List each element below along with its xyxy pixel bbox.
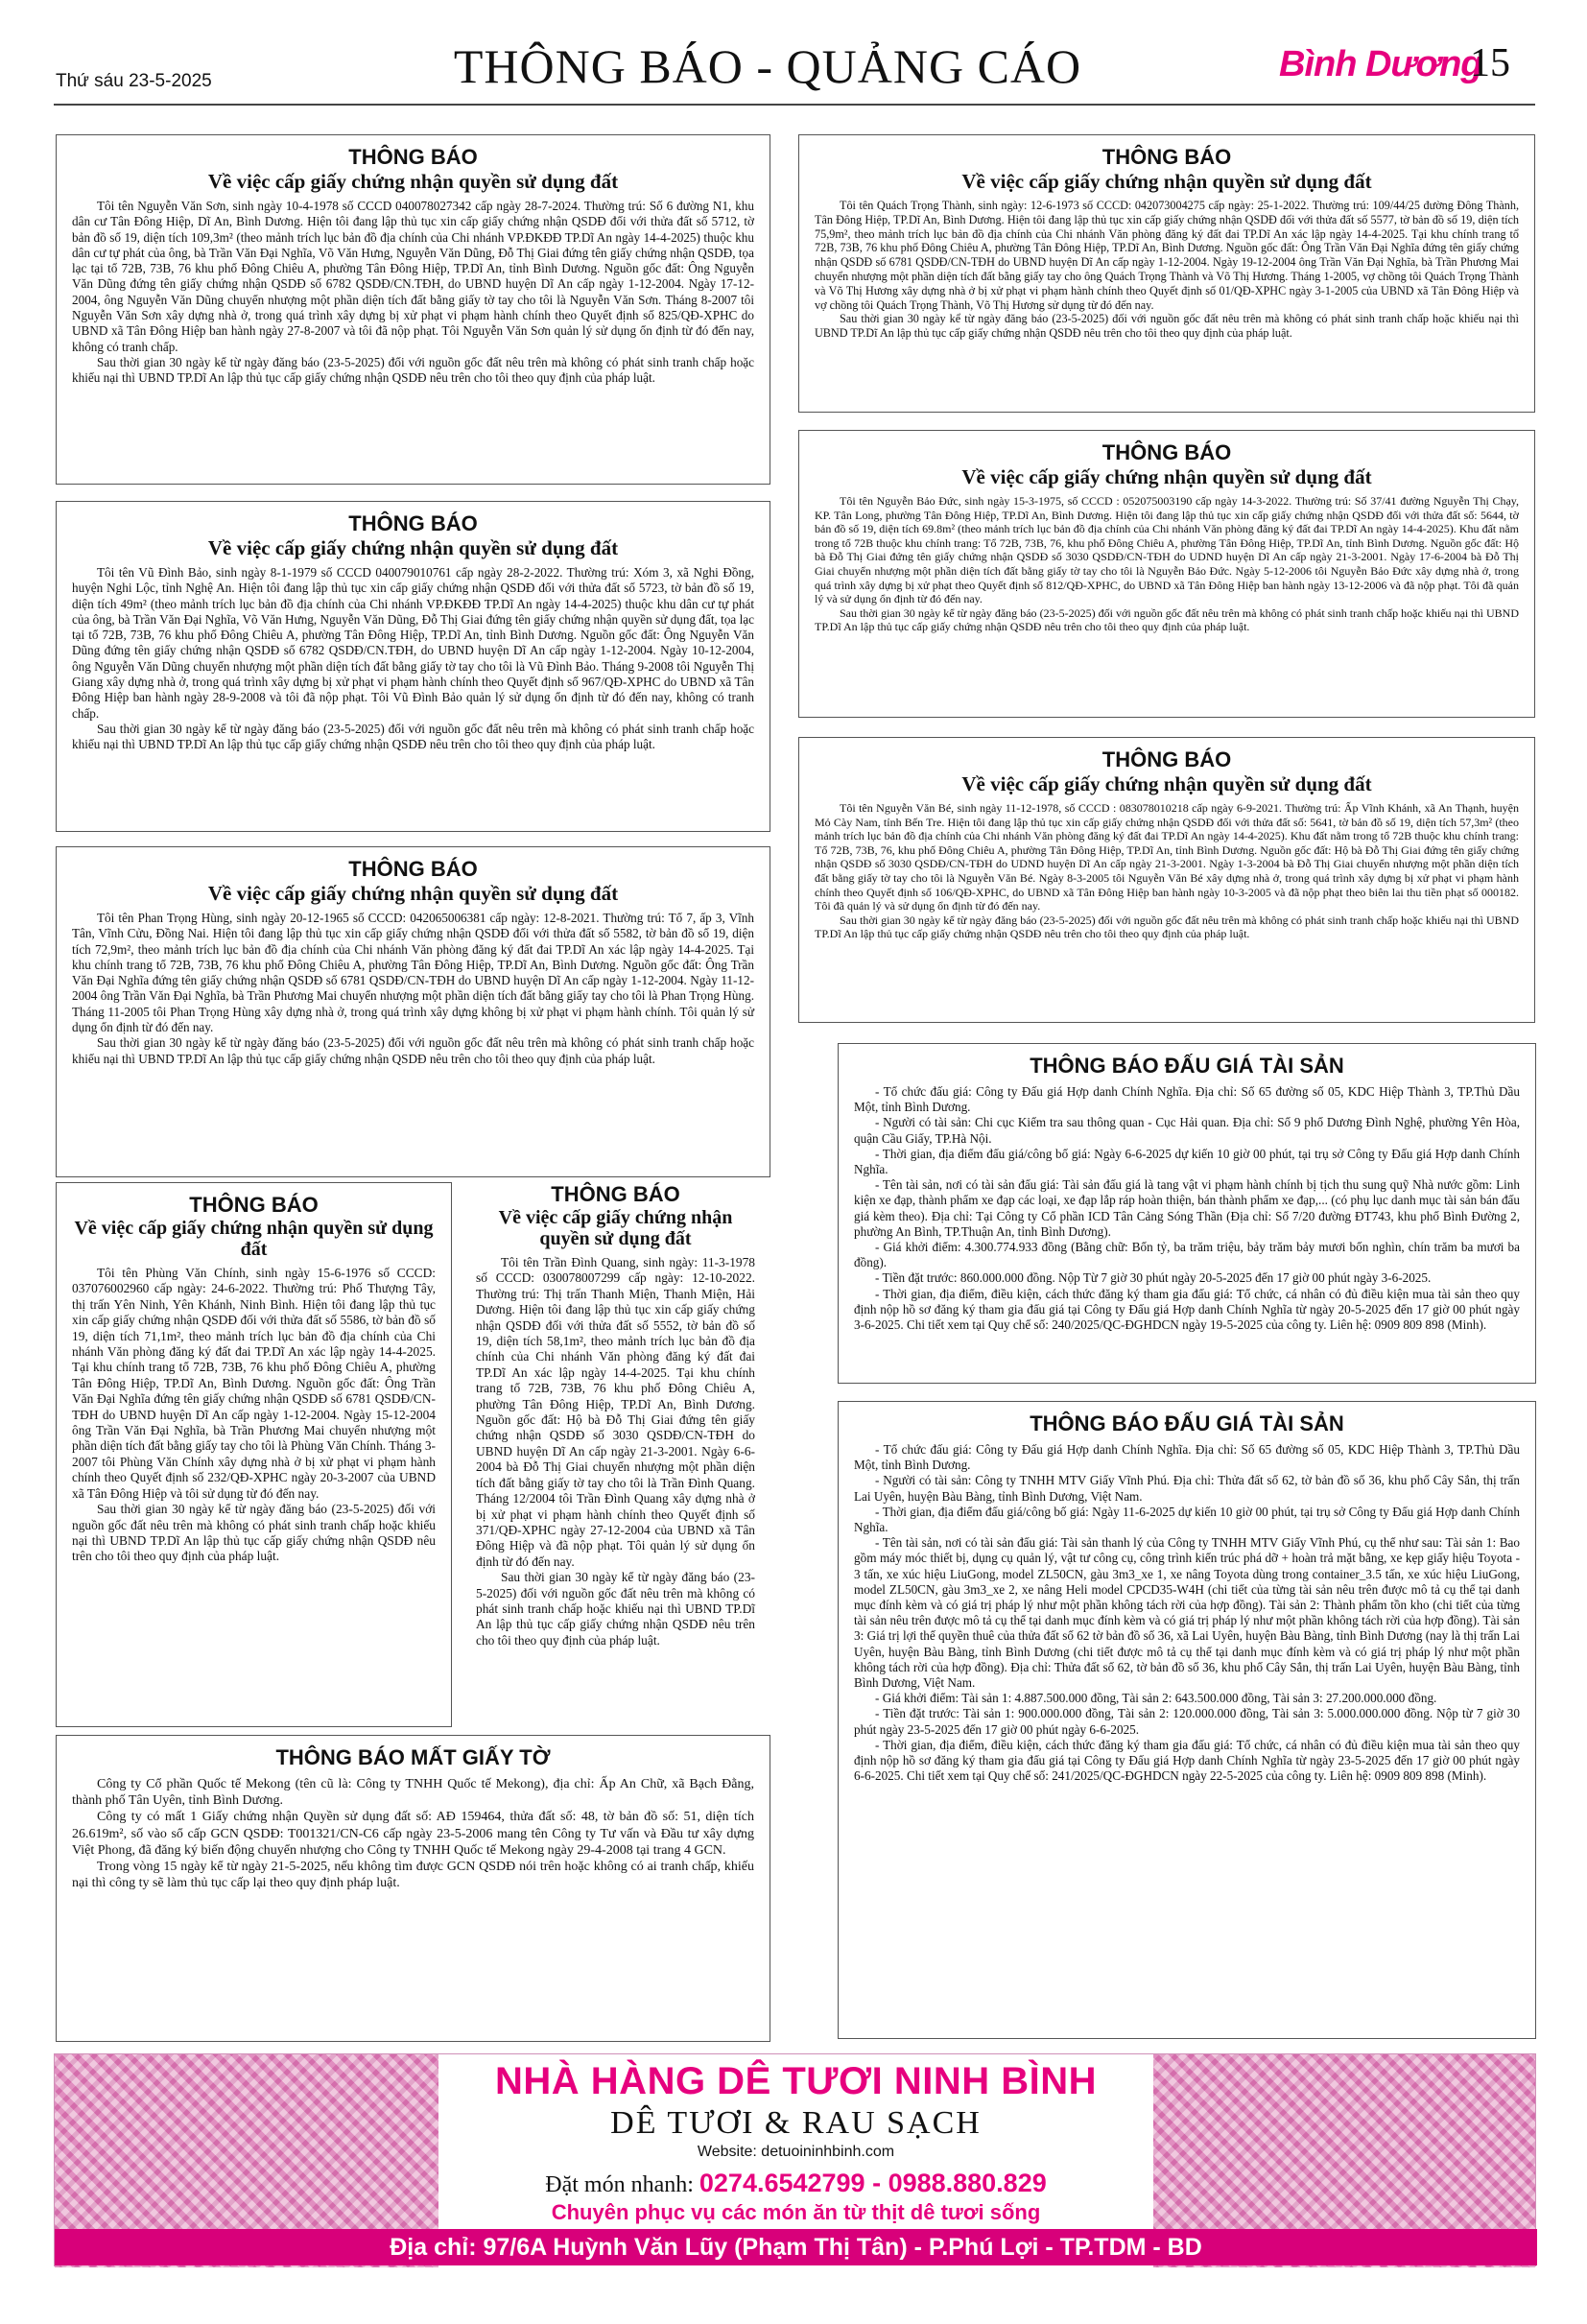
restaurant-tagline: DÊ TƯƠI & RAU SẠCH [610,2105,982,2141]
notice-paragraph: Tôi tên Phan Trọng Hùng, sinh ngày 20-12-1965 số CCCD: 042065006381 cấp ngày: 12-8-2021. Thường trú: Tổ 7, ấp 3, Vĩnh Tân, Vĩnh Cửu, Đồng Nai. Hiện tôi đang lập thủ tục xin cấp giấy chứng nhận QSDĐ đối với thửa đất số 5582, tờ bản đồ số 19, diện tích 72,9m², theo mảnh trích lục bản đồ địa chính của Chi nhánh Văn phòng đăng ký đất đai TP.Dĩ An xác lập ngày 14-4-2025. Tại khu chính trang tổ 72B, 73B, 76 khu phố Đông Chiêu A, phường Tân Đông Hiệp, TP.Dĩ An, Bình Dương. Nguồn gốc đất: Ông Trần Văn Đại Nghĩa đứng tên giấy chứng nhận QSDĐ số 6781 QSDĐ/CN-TĐH do UBND huyện Dĩ An cấp ngày 1-12-2004. Ngày 11-12-2004 ông Trần Văn Đại Nghĩa, bà Trần Phương Mai chuyển nhượng một phần diện tích đất bằng giấy tay cho tôi là Phan Trọng Hùng. Tháng 11-2005 tôi Phan Trọng Hùng xây dựng nhà ở, trong quá trình xây dựng không bị xử phạt vi phạm hành chính. Tôi quản lý sử dụng ổn định từ đó đến nay. [72,911,754,1035]
notice-phan-trong-hung [56,846,770,1177]
notice-paragraph: Sau thời gian 30 ngày kể từ ngày đăng báo (23-5-2025) đối với nguồn gốc đất nêu trên mà không có phát sinh tranh chấp hoặc khiếu nại thì UBND TP.Dĩ An lập thủ tục cấp giấy chứng nhận QSDĐ nêu trên cho tôi theo quy định của pháp luật. [815,605,1519,634]
lost-notice-paragraph: Trong vòng 15 ngày kể từ ngày 21-5-2025, nếu không tìm được GCN QSDĐ nói trên hoặc không có ai tranh chấp, khiếu nại thì công ty sẽ làm thủ tục cấp lại theo quy định pháp luật. [72,1860,754,1891]
notice-title: THÔNG BÁO [189,1193,319,1217]
notice-paragraph: Sau thời gian 30 ngày kể từ ngày đăng báo (23-5-2025) đối với nguồn gốc đất nêu trên mà không có phát sinh tranh chấp hoặc khiếu nại thì UBND TP.Dĩ An lập thủ tục cấp giấy chứng nhận QSDĐ nêu trên cho tôi theo quy định của pháp luật. [72,1502,436,1564]
notice-title: THÔNG BÁO [1101,747,1232,771]
notice-paragraph: Sau thời gian 30 ngày kể từ ngày đăng báo (23-5-2025) đối với nguồn gốc đất nêu trên mà không có phát sinh tranh chấp hoặc khiếu nại thì UBND TP.Dĩ An lập thủ tục cấp giấy chứng nhận QSDĐ nêu trên cho tôi theo quy định của pháp luật. [72,1035,754,1066]
lost-notice-title: THÔNG BÁO MẤT GIẤY TỜ [275,1745,551,1769]
lost-document-notice [56,1735,770,2042]
notice-paragraph: Tôi tên Vũ Đình Bảo, sinh ngày 8-1-1979 số CCCD 040079010761 cấp ngày 28-2-2022. Thường trú: Xóm 3, xã Nghi Đồng, huyện Nghi Lộc, tỉnh Nghệ An. Hiện tôi đang lập thủ tục xin cấp giấy chứng nhận QSDĐ đối với thửa đất số 5723, tờ bản đồ số 19, diện tích 49m² (theo mảnh trích lục bản đồ địa chính của Chi nhánh VP.ĐKĐĐ TP.Dĩ An ngày 14-4-2025) thuộc khu dân cư tự phát của ông, bà Trần Văn Đại Nghĩa, Võ Văn Hưng, Nguyễn Văn Dũng, Đỗ Thị Giai đứng tên giấy chứng nhận quyền sử dụng đất, tọa lạc tại tổ 72B, 73B, 76 khu phố Đông Chiêu A, phường Tân Đông Hiệp, TP.Dĩ An, tỉnh Bình Dương. Nguồn gốc đất: Ông Nguyễn Văn Dũng đứng tên giấy chứng nhận QSDĐ số 6782 QSDĐ/CN.TĐH, do UBND huyện Dĩ An cấp ngày 1-12-2004. Ngày 10-12-2004, ông Nguyễn Văn Dũng chuyển nhượng một phần diện tích đất bằng giấy tờ tay cho tôi là Vũ Đình Bảo. Tháng 9-2008 tôi Nguyễn Thị Giang xây dựng nhà ở, trong quá trình xây dựng bị xử phạt vi phạm hành chính theo Quyết định số 967/QĐ-XPHC do UBND xã Tân Đông Hiệp ban hành ngày 28-9-2008 và tôi đã nộp phạt. Tôi Vũ Đình Bảo quản lý sử dụng ổn định từ đó đến nay, không có tranh chấp. [72,565,754,721]
section-title: THÔNG BÁO - QUẢNG CÁO [453,39,1082,93]
notice-vu-dinh-bao [56,501,770,832]
auction-notice-1 [838,1043,1536,1384]
page-header [0,0,1587,107]
notice-paragraph: Tôi tên Phùng Văn Chính, sinh ngày 15-6-1976 số CCCD: 037076002960 cấp ngày: 24-6-2022. Thường trú: Phố Thượng Tây, thị trấn Yên Ninh, Yên Khánh, Ninh Bình. Hiện tôi đang lập thủ tục xin cấp giấy chứng nhận QSDĐ đối với thửa đất số 5586, tờ bản đồ số 19, diện tích 71,1m², theo mảnh trích lục bản đồ địa chính của Chi nhánh Văn phòng đăng ký đất đai TP.Dĩ An xác lập ngày 14-4-2025. Tại khu chính trang tổ 72B, 73B, 76 khu phố Đông Chiêu A, phường Tân Đông Hiệp, TP.Dĩ An, Bình Dương. Nguồn gốc đất: Ông Trần Văn Đại Nghĩa đứng tên giấy chứng nhận QSDĐ số 6781 QSDĐ/CN-TĐH do UBND huyện Dĩ An cấp ngày 1-12-2004. Ngày 15-12-2004 ông Trần Văn Đại Nghĩa, bà Trần Phương Mai chuyển nhượng một phần diện tích đất bằng giấy tay cho tôi là Phùng Văn Chính. Tháng 3-2007 tôi Phùng Văn Chính xây dựng nhà ở bị xử phạt vi phạm hành chính theo Quyết định số 232/QĐ-XPHC ngày 20-3-2007 của UBND xã Tân Đông Hiệp và tôi sử dụng từ đó đến nay. [72,1266,436,1501]
notice-title: THÔNG BÁO [348,511,478,535]
notice-title: THÔNG BÁO [1101,145,1232,169]
notice-paragraph: Tôi tên Trần Đình Quang, sinh ngày: 11-3-1978 số CCCD: 030078007299 cấp ngày: 12-10-2022. Thường trú: Thị trấn Thanh Miện, Thanh Miện, Hải Dương. Hiện tôi đang lập thủ tục xin cấp giấy chứng nhận QSDĐ đối với thửa đất số 5552, tờ bản đồ số 19, diện tích 58,1m², theo mảnh trích lục bản đồ địa chính của Chi nhánh Văn phòng đăng ký đất đai TP.Dĩ An xác lập ngày 14-4-2025. Tại khu chính trang tổ 72B, 73B, 76 khu phố Đông Chiêu A, phường Tân Đông Hiệp, TP.Dĩ An, Bình Dương. Nguồn gốc đất: Hộ bà Đỗ Thị Giai đứng tên giấy chứng nhận QSDĐ số 3030 QSDĐ/CN-TĐH do UBND huyện Dĩ An cấp ngày 21-3-2001. Ngày 6-6-2004 bà Đỗ Thị Giai chuyển nhượng một phần diện tích đất bằng giấy tờ tay cho tôi là Trần Đình Quang. Tháng 12/2004 tôi Trần Đình Quang xây dựng nhà ở bị xử phạt vi phạm hành chính theo Quyết định số 371/QĐ-XPHC ngày 27-12-2004 của UBND xã Tân Đông Hiệp và đã nộp phạt. Tôi quản lý sử dụng ổn định từ đó đến nay. [476,1255,755,1569]
notice-paragraph: Sau thời gian 30 ngày kể từ ngày đăng báo (23-5-2025) đối với nguồn gốc đất nêu trên mà không có phát sinh tranh chấp hoặc khiếu nại thì UBND TP.Dĩ An lập thủ tục cấp giấy chứng nhận QSDĐ nêu trên cho tôi theo quy định của pháp luật. [72,721,754,752]
notice-subtitle: Về việc cấp giấy chứng nhận quyền sử dụng đất [961,170,1372,193]
auction-paragraph: - Tiền đặt trước: Tài sản 1: 900.000.000 đồng, Tài sản 2: 120.000.000 đồng, Tài sản 3: 5.000.000.000 đồng. Nộp từ 7 giờ 30 phút ngày 23-5-2025 đến 17 giờ 00 phút ngày 6-6-2025. [854,1706,1520,1737]
auction-paragraph: - Thời gian, địa điểm, điều kiện, cách thức đăng ký tham gia đấu giá: Tổ chức, cá nhân có đủ điều kiện mua tài sản theo quy định nộp hồ sơ đăng ký tham gia đấu giá tại Công ty Đấu giá Hợp danh Chính Nghĩa từ ngày 23-5-2025 đến 17 giờ 00 phút ngày 6-6-2025. Chi tiết xem tại Quy chế số: 241/2025/QC-ĐGHDCN ngày 22-5-2025 của công ty. Liên hệ: 0909 809 898 (Minh). [854,1737,1520,1784]
header-divider [54,104,1535,106]
notice-paragraph: Sau thời gian 30 ngày kể từ ngày đăng báo (23-5-2025) đối với nguồn gốc đất nêu trên mà không có phát sinh tranh chấp hoặc khiếu nại thì UBND TP.Dĩ An lập thủ tục cấp giấy chứng nhận QSDĐ nêu trên cho tôi theo quy định của pháp luật. [72,354,754,386]
notice-tran-dinh-quang [461,1173,770,1648]
restaurant-address: Địa chỉ: 97/6A Huỳnh Văn Lũy (Phạm Thị Tân) - P.Phú Lợi - TP.TDM - BD [55,2229,1537,2265]
notice-paragraph: Sau thời gian 30 ngày kể từ ngày đăng báo (23-5-2025) đối với nguồn gốc đất nêu trên mà không có phát sinh tranh chấp hoặc khiếu nại thì UBND TP.Dĩ An lập thủ tục cấp giấy chứng nhận QSDĐ nêu trên cho tôi theo quy định của pháp luật. [815,312,1519,341]
notice-subtitle: Về việc cấp giấy chứng nhận quyền sử dụng đất [207,882,619,905]
auction-paragraph: - Giá khởi điểm: 4.300.774.933 đồng (Bằng chữ: Bốn tỷ, ba trăm triệu, bảy trăm bảy mươi bốn nghìn, chín trăm ba mươi ba đồng). [854,1240,1520,1270]
notice-nguyen-van-son [56,134,770,485]
notice-subtitle: Về việc cấp giấy chứng nhận quyền sử dụng đất [74,1218,434,1260]
notice-title: THÔNG BÁO [348,145,478,169]
auction-paragraph: - Tiền đặt trước: 860.000.000 đồng. Nộp Từ 7 giờ 30 phút ngày 20-5-2025 đến 17 giờ 00 phút ngày 3-6-2025. [875,1270,1432,1286]
notice-subtitle: Về việc cấp giấy chứng nhận quyền sử dụng đất [961,772,1372,795]
restaurant-website[interactable]: Website: detuoininhbinh.com [697,2144,895,2160]
auction-paragraph: - Tên tài sản, nơi có tài sản đấu giá: Tài sản đấu giá là tang vật vi phạm hành chính bị tịch thu sung quỹ Nhà nước gồm: Linh kiện xe đạp, thành phẩm xe đạp các loại, xe đạp lắp ráp hoàn thiện, bán thành phẩm xe đạp,... (có phụ lục danh mục tài sản bán đấu giá kèm theo). Địa chỉ: Tại Công ty Cổ phần ICD Tân Cảng Sóng Thần (Địa chỉ: Số 7/20 đường ĐT743, khu phố Bình Đường 2, phường An Bình, TP.Thuận An, tỉnh Bình Dương). [854,1177,1520,1239]
notice-nguyen-van-be [798,737,1535,1023]
auction-notice-2 [838,1401,1536,2039]
notice-paragraph: Tôi tên Nguyễn Bảo Đức, sinh ngày 15-3-1975, số CCCD : 052075003190 cấp ngày 14-3-2022. Thường trú: Số 37/41 đường Nguyễn Thị Chạy, KP. Tân Long, phường Tân Đông Hiệp, TP.Dĩ An, Bình Dương. Hiện tôi đang lập thủ tục xin cấp giấy chứng nhận QSDĐ đối với thửa đất số: 5644, tờ bản đồ số 19, diện tích 69.8m² (theo mảnh trích lục bản đồ địa chính của Chi nhánh Văn phòng đăng ký đất đai TP.Dĩ An ngày 14-4-2025). Khu đất nằm trong tổ 72B thuộc khu chính trang: Tổ 72B, 73B, 76, khu phố Đông Chiêu A, phường Tân Đông Hiệp, TP.Dĩ An, tỉnh Bình Dương. Nguồn gốc đất: Hộ bà Đỗ Thị Giai đứng tên giấy chứng nhận QSDĐ số 3030 QSDĐ/CN-TĐH do UDND huyện Dĩ An cấp ngày 21-3-2001. Ngày 17-6-2004 bà Đỗ Thị Giai chuyển nhượng một phần diện tích đất bằng giấy tờ tay cho tôi là Nguyễn Bảo Đức. Ngày 5-12-2006 tôi Nguyễn Bảo Đức xây dựng nhà ở, trong quá trình xây dựng bị xử phạt theo Quyết định số 812/QĐ-XPHC, do UBND xã Tân Đông Hiệp ban hành ngày 13-12-2006 và đã nộp phạt. Tôi đã quản lý và sử dụng ổn định từ đó đến nay. [815,494,1519,606]
issue-date: Thứ sáu 23-5-2025 [56,71,212,91]
notice-phung-van-chinh [56,1182,452,1727]
restaurant-advertisement[interactable] [54,2053,1536,2266]
notice-subtitle: Về việc cấp giấy chứng nhận quyền sử dụng đất [498,1207,733,1249]
lost-notice-paragraph: Công ty Cổ phần Quốc tế Mekong (tên cũ là: Công ty TNHH Quốc tế Mekong), địa chỉ: Ấp An Chữ, xã Bạch Đằng, thành phố Tân Uyên, tỉnh Bình Dương. [72,1777,754,1809]
auction-paragraph: - Người có tài sản: Chi cục Kiểm tra sau thông quan - Cục Hải quan. Địa chỉ: Số 9 phố Dương Đình Nghệ, phường Yên Hòa, quận Cầu Giấy, TP.Hà Nội. [854,1115,1520,1146]
auction-paragraph: - Thời gian, địa điểm, điều kiện, cách thức đăng ký tham gia đấu giá: Tổ chức, cá nhân có đủ điều kiện mua tài sản theo quy định nộp hồ sơ đăng ký tham gia đấu giá tại Công ty Đấu giá Hợp danh Chính Nghĩa từ ngày 20-5-2025 đến 17 giờ 00 phút ngày 3-6-2025. Chi tiết xem tại Quy chế số: 240/2025/QC-ĐGHDCN ngày 19-5-2025 của công ty. Liên hệ: 0909 809 898 (Minh). [854,1286,1520,1333]
notice-title: THÔNG BÁO [1101,440,1232,464]
order-label: Đặt món nhanh: [545,2172,694,2197]
order-phone-line [438,2169,1153,2198]
notice-paragraph: Tôi tên Nguyễn Văn Bé, sinh ngày 11-12-1978, số CCCD : 083078010218 cấp ngày 6-9-2021. Thường trú: Ấp Vĩnh Khánh, xã An Thạnh, huyện Mỏ Cày Nam, tỉnh Bến Tre. Hiện tôi đang lập thủ tục xin cấp giấy chứng nhận QSDĐ đối với thửa đất số: 5641, tờ bản đồ số 19, diện tích 57,3m² (theo mảnh trích lục bản đồ địa chính của Chi nhánh Văn phòng đăng ký đất đai TP.Dĩ An ngày 14-4-2025). Khu đất nằm trong tổ 72B thuộc khu chính trang: Tổ 72B, 73B, 76, khu phố Đông Chiêu A, phường Tân Đông Hiệp, TP.Dĩ An, tỉnh Bình Dương. Nguồn gốc đất: Hộ bà Đỗ Thị Giai đứng tên giấy chứng nhận QSDĐ số 3030 QSDĐ/CN-TĐH do UDND huyện Dĩ An cấp ngày 21-3-2001. Ngày 1-3-2004 bà Đỗ Thị Giai chuyển nhượng một phần diện tích đất bằng giấy tờ tay cho tôi là Nguyễn Văn Bé. Ngày 8-3-2005 tôi Nguyễn Văn Bé xây dựng nhà ở, trong quá trình xây dựng bị xử phạt vi phạm hành chính theo Quyết định số 106/QĐ-XPHC, do UBND xã Tân Đông Hiệp ban hành ngày 10-3-2005 và đã nộp phạt theo biên lai thu tiền phạt số 000182. Tôi đã quản lý và sử dụng ổn định từ đó đến nay. [815,801,1519,913]
notice-subtitle: Về việc cấp giấy chứng nhận quyền sử dụng đất [207,536,619,559]
notice-subtitle: Về việc cấp giấy chứng nhận quyền sử dụng đất [207,170,619,193]
auction-title: THÔNG BÁO ĐẤU GIÁ TÀI SẢN [1030,1411,1344,1435]
notice-title: THÔNG BÁO [348,857,478,881]
notice-nguyen-bao-duc [798,430,1535,718]
auction-paragraph: - Tên tài sản, nơi có tài sản đấu giá: Tài sản thanh lý của Công ty TNHH MTV Giấy Vĩnh Phú, cụ thể như sau: Tài sản 1: Bao gồm máy móc thiết bị, dụng cụ quản lý, vật tư công cụ, công trình kiến trúc phá dỡ + hoàn trả mặt bằng, xe kẹp giấy hiệu Toyota - 3 tấn, xe xúc hiệu LiuGong, model ZL50CN, gàu 3m3_xe 1, xe nâng Toyota dùng trong container_3.5 tấn, xe xúc hiệu LiuGong, model ZL50CN, gàu 3m3_xe 2, xe nâng Heli model CPCD35-W4H (chi tiết của từng tài sản nêu trên được mô tả cụ thể tại danh mục đính kèm và có giá trị pháp lý như một phần không tách rời của hợp đồng). Tài sản 2: Thành phẩm tồn kho (chi tiết của từng tài sản nêu trên được mô tả cụ thể tại danh mục đính kèm và có giá trị pháp lý như một phần không tách rời của hợp đồng). Tài sản 3: Giá trị lợi thế quyền thuê của thửa đất số 62 tờ bản đồ số 36, xã Lai Uyên, huyện Bàu Bàng, tỉnh Bình Dương (nay là thị trấn Lai Uyên, huyện Bàu Bàng, tỉnh Bình Dương (chi tiết được mô tả cụ thể tại danh mục đính kèm và có giá trị pháp lý như một phần không tách rời của hợp đồng). Địa chỉ: Thửa đất số 62, tờ bản đồ số 36, khu phố Cây Sắn, thị trấn Lai Uyên, huyện Bàu Bàng, tỉnh Bình Dương, Việt Nam. [854,1535,1520,1691]
restaurant-specialty: Chuyên phục vụ các món ăn từ thịt dê tươi sống [551,2200,1041,2224]
auction-paragraph: - Người có tài sản: Công ty TNHH MTV Giấy Vĩnh Phú. Địa chỉ: Thửa đất số 62, tờ bản đồ số 36, khu phố Cây Sắn, thị trấn Lai Uyên, huyện Bàu Bàng, tỉnh Bình Dương, Việt Nam. [854,1473,1520,1504]
notice-title: THÔNG BÁO [551,1182,680,1206]
notice-subtitle: Về việc cấp giấy chứng nhận quyền sử dụng đất [961,465,1372,488]
auction-paragraph: - Giá khởi điểm: Tài sản 1: 4.887.500.000 đồng, Tài sản 2: 643.500.000 đồng, Tài sản 3: 27.200.000.000 đồng. [875,1691,1437,1706]
order-phones[interactable]: 0274.6542799 - 0988.880.829 [699,2169,1047,2197]
newspaper-logo[interactable]: Bình Dương [1279,44,1482,84]
auction-paragraph: - Thời gian, địa điểm đấu giá/công bố giá: Ngày 6-6-2025 dự kiến 10 giờ 00 phút, tại trụ sở Công ty Đấu giá Hợp danh Chính Nghĩa. [854,1146,1520,1177]
page-number: 15 [1470,41,1510,85]
notice-quach-trong-thanh [798,134,1535,413]
notice-paragraph: Tôi tên Quách Trọng Thành, sinh ngày: 12-6-1973 số CCCD: 042073004275 cấp ngày: 25-1-2022. Thường trú: 109/44/25 đường Đông Thành, Tân Đông Hiệp, TP.Dĩ An, Bình Dương. Hiện tôi đang lập thủ tục xin cấp giấy chứng nhận QSDĐ đối với thửa đất số 5577, tờ bản đồ số 19, diện tích 75,9m², theo mảnh trích lục bản đồ địa chính của Chi nhánh Văn phòng đăng ký đất đai TP.Dĩ An xác lập ngày 14-4-2025. Tại khu chính trang tổ 72B, 73B, 76 khu phố Đông Chiêu A, phường Tân Đông Hiệp, TP.Dĩ An, Bình Dương. Nguồn gốc đất: Ông Trần Văn Đại Nghĩa đứng tên giấy chứng nhận QSDĐ số 6781 QSDĐ/CN-TĐH do UBND huyện Dĩ An cấp ngày 1-12-2004. Ngày 19-12-2004 ông Trần Văn Đại Nghĩa, bà Trần Phương Mai chuyển nhượng một phần diện tích đất bằng giấy tay cho ông Quách Trọng Thành và Võ Thị Hương. Tháng 1-2005, vợ chồng tôi Quách Trọng Thành và Võ Thị Hương xây dựng nhà ở bị xử phạt vi phạm hành chính theo Quyết định số 01/QĐ-XPHC ngày 3-1-2005 của UBND xã Tân Đông Hiệp và vợ chồng tôi Quách Trọng Thành, Võ Thị Hương sử dụng từ đó đến nay. [815,199,1519,312]
auction-paragraph: - Thời gian, địa điểm đấu giá/công bố giá: Ngày 11-6-2025 dự kiến 10 giờ 00 phút, tại trụ sở Công ty Đấu giá Hợp danh Chính Nghĩa. [854,1504,1520,1535]
lost-notice-paragraph: Công ty có mất 1 Giấy chứng nhận Quyền sử dụng đất số: AĐ 159464, thửa đất số: 48, tờ bản đồ số: 51, diện tích 26.619m², số vào sổ cấp GCN QSDĐ: T001321/CN-C6 cấp ngày 23-5-2006 mang tên Công ty Tư vấn và Đầu tư xây dựng Việt Phong, đã đăng ký biến động chuyển nhượng cho Công ty TNHH Quốc tế Mekong ngày 29-4-2008 tại trang 4 GCN. [72,1810,754,1858]
restaurant-name: NHÀ HÀNG DÊ TƯƠI NINH BÌNH [495,2060,1097,2102]
notice-paragraph: Sau thời gian 30 ngày kể từ ngày đăng báo (23-5-2025) đối với nguồn gốc đất nêu trên mà không có phát sinh tranh chấp hoặc khiếu nại thì UBND TP.Dĩ An lập thủ tục cấp giấy chứng nhận QSDĐ nêu trên cho tôi theo quy định của pháp luật. [476,1570,755,1648]
notice-paragraph: Sau thời gian 30 ngày kể từ ngày đăng báo (23-5-2025) đối với nguồn gốc đất nêu trên mà không có phát sinh tranh chấp hoặc khiếu nại thì UBND TP.Dĩ An lập thủ tục cấp giấy chứng nhận QSDĐ nêu trên cho tôi theo quy định của pháp luật. [815,913,1519,941]
auction-title: THÔNG BÁO ĐẤU GIÁ TÀI SẢN [1030,1054,1344,1078]
auction-paragraph: - Tổ chức đấu giá: Công ty Đấu giá Hợp danh Chính Nghĩa. Địa chỉ: Số 65 đường số 05, KDC Hiệp Thành 3, TP.Thủ Dầu Một, tỉnh Bình Dương. [854,1442,1520,1473]
auction-paragraph: - Tổ chức đấu giá: Công ty Đấu giá Hợp danh Chính Nghĩa. Địa chỉ: Số 65 đường số 05, KDC Hiệp Thành 3, TP.Thủ Dầu Một, tỉnh Bình Dương. [854,1084,1520,1115]
notice-paragraph: Tôi tên Nguyễn Văn Sơn, sinh ngày 10-4-1978 số CCCD 040078027342 cấp ngày 28-7-2024. Thường trú: Số 6 đường N1, khu dân cư Tân Đông Hiệp, Dĩ An, Bình Dương. Hiện tôi đang lập thủ tục xin cấp giấy chứng nhận QSDĐ đối với thửa đất số 5712, tờ bản đồ số 19, diện tích 109,3m² (theo mảnh trích lục bản đồ địa chính của Chi nhánh VP.ĐKĐĐ TP.Dĩ An ngày 14-4-2025) thuộc khu dân cư tự phát của ông, bà Trần Văn Đại Nghĩa, Võ Văn Hưng, Nguyễn Văn Dũng, Đỗ Thị Giai đứng tên giấy chứng nhận QSDĐ, tọa lạc tại tổ 72B, 73B, 76 khu phố Đông Chiêu A, phường Tân Đông Hiệp, TP.Dĩ An, tỉnh Bình Dương. Nguồn gốc đất: Ông Nguyễn Văn Dũng đứng tên giấy chứng nhận QSDĐ số 6782 QSDĐ/CN.TĐH, do UBND huyện Dĩ An cấp ngày 1-12-2004. Ngày 17-12-2004, ông Nguyễn Văn Dũng chuyển nhượng một phần diện tích đất bằng giấy tờ tay cho tôi là Nguyễn Văn Sơn. Tháng 8-2007 tôi Nguyễn Văn Sơn xây dựng nhà ở, trong quá trình xây dựng bị xử phạt vi phạm hành chính theo Quyết định số 825/QĐ-XPHC do UBND xã Tân Đông Hiệp ban hành ngày 27-8-2007 và tôi đã nộp phạt. Tôi Nguyễn Văn Sơn quản lý sử dụng ổn định từ đó đến nay, không có tranh chấp. [72,199,754,354]
